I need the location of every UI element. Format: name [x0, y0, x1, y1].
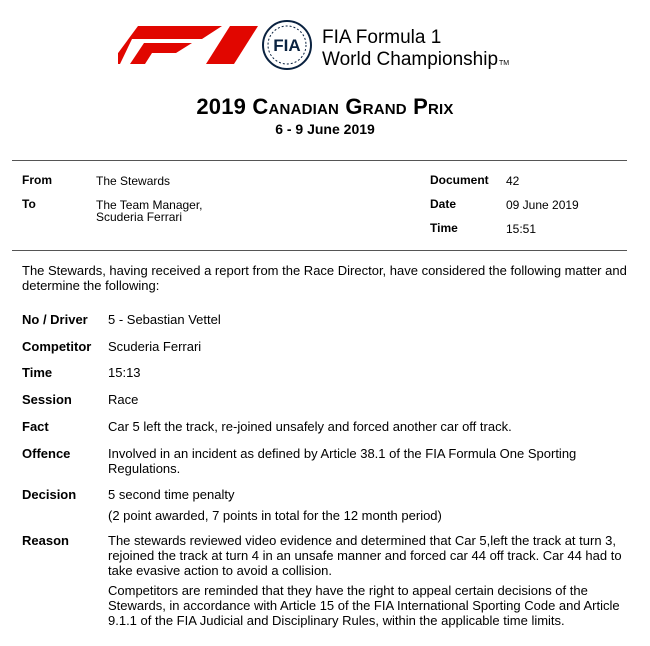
time-label: Time — [430, 221, 458, 235]
reason-paragraph1: The stewards reviewed video evidence and determined that Car 5,left the track at turn 3, rejoined the track at turn 4 in an unsafe manner and forced car 44 off track. Car 44 had to take evasive action to avoid a collision. — [108, 533, 622, 578]
session-value: Race — [108, 392, 139, 407]
brand-line1: FIA Formula 1 — [322, 27, 442, 48]
decision-label: Decision — [22, 487, 77, 502]
competitor-label: Competitor — [22, 339, 92, 354]
date-value: 09 June 2019 — [506, 198, 579, 212]
intro-text: The Stewards, having received a report from the Race Director, have considered the following matter and determine the following: — [22, 263, 627, 293]
reason-label: Reason — [22, 533, 69, 548]
fia-badge-text: FIA — [273, 36, 301, 55]
offence-value: Involved in an incident as defined by Article 38.1 of the FIA Formula One Sporting Regulations. — [108, 446, 577, 476]
decision-value-line2: (2 point awarded, 7 points in total for the 12 month period) — [108, 508, 442, 523]
event-dates: 6 - 9 June 2019 — [275, 121, 375, 137]
document-value: 42 — [506, 174, 520, 188]
page-title: 2019 Canadian Grand Prix — [196, 94, 454, 119]
time-value: 15:51 — [506, 222, 537, 236]
to-label: To — [22, 197, 36, 211]
f1-logo-icon — [118, 26, 258, 64]
reason-paragraph2: Competitors are reminded that they have the right to appeal certain decisions of the Stewards, in accordance with Article 15 of the FIA International Sporting Code and Article 9.1.1 of the FIA Judicial and Disciplinary Rules, within the applicable time limits. — [108, 583, 620, 628]
fia-f1-logo — [118, 20, 538, 70]
from-label: From — [22, 173, 52, 187]
brand-line2 — [322, 50, 509, 74]
driver-label: No / Driver — [22, 312, 88, 327]
brand-line2-text: World Championship — [322, 49, 499, 70]
date-label: Date — [430, 197, 457, 211]
session-label: Session — [22, 392, 72, 407]
to-value-line2: Scuderia Ferrari — [96, 210, 183, 224]
from-value: The Stewards — [96, 174, 171, 188]
fact-label: Fact — [22, 419, 49, 434]
to-value-line1: The Team Manager, — [96, 198, 203, 212]
driver-value: 5 - Sebastian Vettel — [108, 312, 221, 327]
divider-top — [12, 160, 627, 161]
fact-value: Car 5 left the track, re-joined unsafely and forced another car off track. — [108, 419, 512, 434]
competitor-value: Scuderia Ferrari — [108, 339, 202, 354]
document-label: Document — [430, 173, 489, 187]
fia-badge-icon — [262, 20, 312, 70]
time-label-2: Time — [22, 365, 53, 380]
incident-time-value: 15:13 — [108, 365, 141, 380]
trademark: TM — [499, 60, 510, 67]
decision-value-line1: 5 second time penalty — [108, 487, 235, 502]
offence-label: Offence — [22, 446, 71, 461]
divider-bottom — [12, 250, 627, 251]
